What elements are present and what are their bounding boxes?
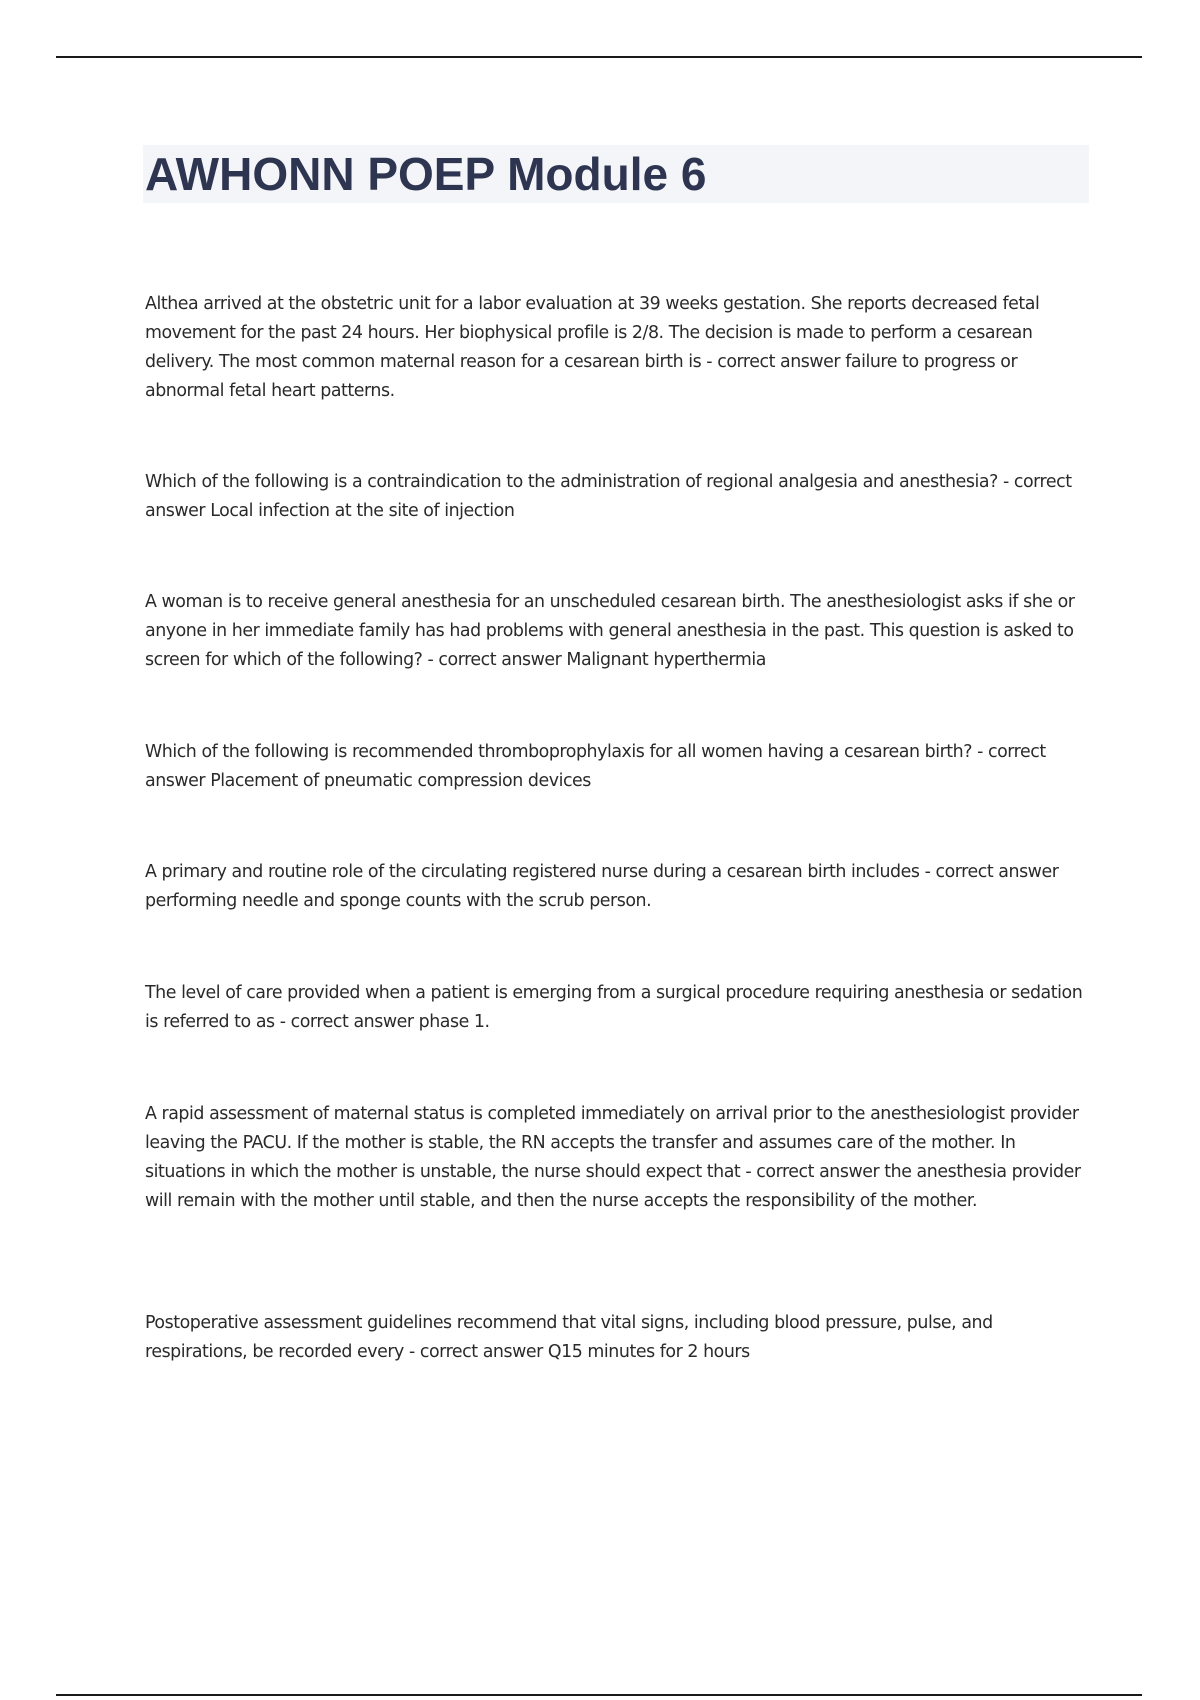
- qa-entry-4: Which of the following is recommended thromboprophylaxis for all women having a cesarean birth? - correct answer Placement of pneumatic compression devices: [145, 742, 1046, 791]
- qa-entry-6: The level of care provided when a patient is emerging from a surgical procedure requiring anesthesia or sedation is referred to as - correct answer phase 1.: [145, 983, 1083, 1032]
- bottom-rule: [56, 1694, 1142, 1696]
- document-title: AWHONN POEP Module 6: [145, 148, 707, 200]
- qa-entry-3: A woman is to receive general anesthesia for an unscheduled cesarean birth. The anesthesiologist asks if she or anyone in her immediate family has had problems with general anesthesia in the past. This question is asked to screen for which of the following? - correct answer Malignant hyperthermia: [145, 592, 1075, 670]
- top-rule: [56, 56, 1142, 58]
- qa-entry-2: Which of the following is a contraindication to the administration of regional analgesia and anesthesia? - correct answer Local infection at the site of injection: [145, 472, 1072, 521]
- qa-entry-8: Postoperative assessment guidelines recommend that vital signs, including blood pressure, pulse, and respirations, be recorded every - correct answer Q15 minutes for 2 hours: [145, 1313, 993, 1362]
- qa-entry-1: Althea arrived at the obstetric unit for a labor evaluation at 39 weeks gestation. She reports decreased fetal movement for the past 24 hours. Her biophysical profile is 2/8. The decision is made to perform a cesarean delivery. The most common maternal reason for a cesarean birth is - correct answer failure to progress or abnormal fetal heart patterns.: [145, 294, 1040, 401]
- qa-entry-7: A rapid assessment of maternal status is completed immediately on arrival prior to the anesthesiologist provider leaving the PACU. If the mother is stable, the RN accepts the transfer and assumes care of the mother. In situations in which the mother is unstable, the nurse should expect that - correct answer the anesthesia provider will remain with the mother until stable, and then the nurse accepts the responsibility of the mother.: [145, 1104, 1081, 1211]
- qa-entry-5: A primary and routine role of the circulating registered nurse during a cesarean birth includes - correct answer performing needle and sponge counts with the scrub person.: [145, 862, 1059, 911]
